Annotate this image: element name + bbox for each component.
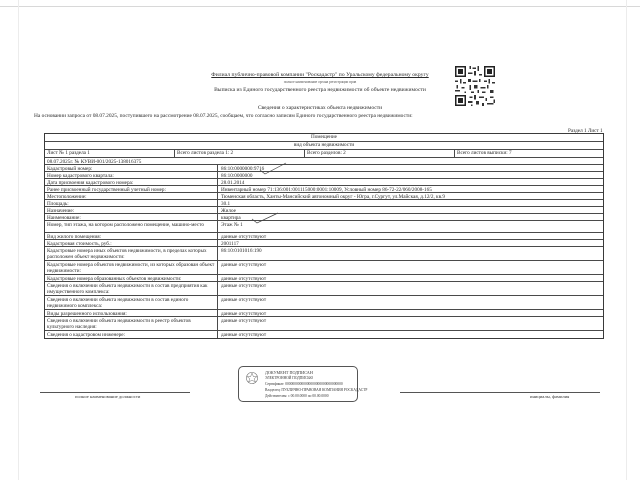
row-value: 2001117	[221, 240, 239, 247]
agency-name: Филиал публично-правовой компании "Роскадастр" по Уральскому федеральному округу	[211, 72, 429, 78]
row-value: данные отсутствуют	[221, 310, 267, 317]
table-title-row	[45, 134, 603, 142]
row-value: 28.01.2014	[221, 179, 245, 186]
row-value: 86:10:0000000	[221, 172, 253, 179]
request-statement: На основании запроса от 08.07.2025, поступившего на рассмотрение 08.07.2025, сообщаем, что согласно записям Единого государственного реестра недвижимости:	[34, 113, 413, 119]
name-caption: инициалы, фамилия	[530, 394, 570, 399]
row-value: данные отсутствуют	[221, 296, 267, 303]
table-row	[45, 282, 603, 296]
row-label: Кадастровые номера объектов недвижимости, из которых образован объект недвижимости:	[47, 261, 215, 274]
stamp-line-4: Владелец: ПУБЛИЧНО-ПРАВОВАЯ КОМПАНИЯ РОСКАДАСТР	[265, 388, 368, 392]
row-value: Этаж № 1	[221, 221, 243, 228]
row-value: данные отсутствуют	[221, 261, 267, 268]
row-value: данные отсутствуют	[221, 275, 267, 282]
section-label: Раздел 1 Лист 1	[568, 128, 603, 134]
coat-of-arms-icon	[245, 371, 259, 385]
row-value: 86:10:0101016:190	[221, 247, 262, 254]
row-label: Номер, тип этажа, на котором расположено помещение, машино-место	[47, 221, 204, 228]
row-value: Тюменская область, Ханты-Мансийский автономный округ - Югра, г.Сургут, ул.Майская, д.12/2, кв.9	[221, 193, 445, 200]
position-caption: полное наименование должности	[75, 394, 141, 399]
sections-total: Всего разделов: 2	[305, 150, 455, 157]
row-label: Сведения о включении объекта недвижимости в реестр объектов культурного наследия:	[47, 317, 191, 330]
property-table	[44, 133, 604, 339]
date-number-row	[45, 158, 603, 165]
table-row	[45, 214, 603, 221]
row-label: Вид жилого помещения:	[47, 233, 102, 240]
table-row	[45, 172, 603, 179]
row-value: данные отсутствуют	[221, 282, 267, 289]
document-title: Выписка из Единого государственного реестра недвижимости об объекте недвижимости	[214, 87, 426, 93]
table-title: Помещение	[311, 134, 337, 140]
row-label: Площадь:	[47, 200, 69, 207]
stamp-line-5: Действителен: с 00.00.0000 по 00.00.0000	[265, 394, 329, 398]
row-value: данные отсутствуют	[221, 317, 267, 324]
row-value: Жилое	[221, 207, 236, 214]
checkmark-icon	[250, 212, 280, 224]
sheets-total: Всего листов выписки: 7	[457, 150, 512, 156]
row-value: данные отсутствуют	[221, 233, 267, 240]
extract-date-number: 08.07.2025г. № КУВИ-001/2025-138016375	[47, 158, 142, 165]
table-row	[45, 165, 603, 172]
sheet-info-row	[45, 150, 603, 158]
stamp-line-2: ЭЛЕКТРОННОЙ ПОДПИСЬЮ	[265, 376, 314, 380]
table-row	[45, 247, 603, 261]
table-row	[45, 193, 603, 200]
row-label: Наименование:	[47, 214, 81, 221]
row-label: Сведения о включении объекта недвижимости в состав единого недвижимого комплекса:	[47, 296, 189, 309]
object-type-row	[45, 142, 603, 150]
row-label: Дата присвоения кадастрового номера:	[47, 179, 134, 186]
row-label: Кадастровые номера иных объектов недвижимости, в пределах которых расположен объект недвижимости:	[47, 247, 207, 260]
table-row	[45, 296, 603, 310]
agency-caption: полное наименование органа регистрации прав	[283, 80, 357, 84]
table-row	[45, 200, 603, 207]
row-label: Местоположение:	[47, 193, 87, 200]
table-row	[45, 233, 603, 240]
name-signature-line	[400, 392, 600, 393]
row-label: Кадастровая стоимость, руб.:	[47, 240, 112, 247]
table-row	[45, 240, 603, 247]
stamp-line-3: Сертификат: 00000000000000000000000000000000	[265, 382, 343, 386]
row-label: Сведения о включении объекта недвижимости в состав предприятия как имущественного комплекса:	[47, 282, 208, 295]
table-row	[45, 261, 603, 275]
section-sheets-total: Всего листов раздела 1: 2	[175, 150, 305, 157]
info-subtitle: Сведения о характеристиках объекта недвижимости	[257, 105, 383, 111]
table-row	[45, 207, 603, 214]
row-value: квартира	[221, 214, 241, 221]
stamp-line-1: ДОКУМЕНТ ПОДПИСАН	[265, 370, 313, 375]
checkmark-icon	[258, 162, 288, 176]
table-row	[45, 331, 603, 338]
row-value: 86:10:0000000:9716	[221, 165, 265, 172]
qr-code	[455, 66, 495, 106]
electronic-signature-stamp	[238, 366, 368, 402]
row-label: Кадастровые номера образованных объектов недвижимости:	[47, 275, 182, 282]
table-row	[45, 179, 603, 186]
object-type: вид объекта недвижимости	[293, 142, 355, 148]
table-row	[45, 275, 603, 282]
row-label: Сведения о кадастровом инженере:	[47, 331, 125, 338]
sheet-number: Лист № 1 раздела 1	[45, 150, 175, 157]
table-row	[45, 221, 603, 233]
table-row	[45, 310, 603, 317]
table-row	[45, 186, 603, 193]
position-signature-line	[40, 392, 190, 393]
row-label: Кадастровый номер:	[47, 165, 93, 172]
row-value: 30.1	[221, 200, 231, 207]
row-value: данные отсутствуют	[221, 331, 267, 338]
row-label: Ранее присвоенный государственный учетный номер:	[47, 186, 166, 193]
row-label: Номер кадастрового квартала:	[47, 172, 114, 179]
table-row	[45, 317, 603, 331]
row-label: Виды разрешенного использования:	[47, 310, 127, 317]
row-label: Назначение:	[47, 207, 75, 214]
page-edge-top	[0, 6, 640, 7]
row-value: Инвентарный номер 71:136:001:001115000:0001:10009, Условный номер 86-72-22/060/2008-165	[221, 186, 432, 193]
